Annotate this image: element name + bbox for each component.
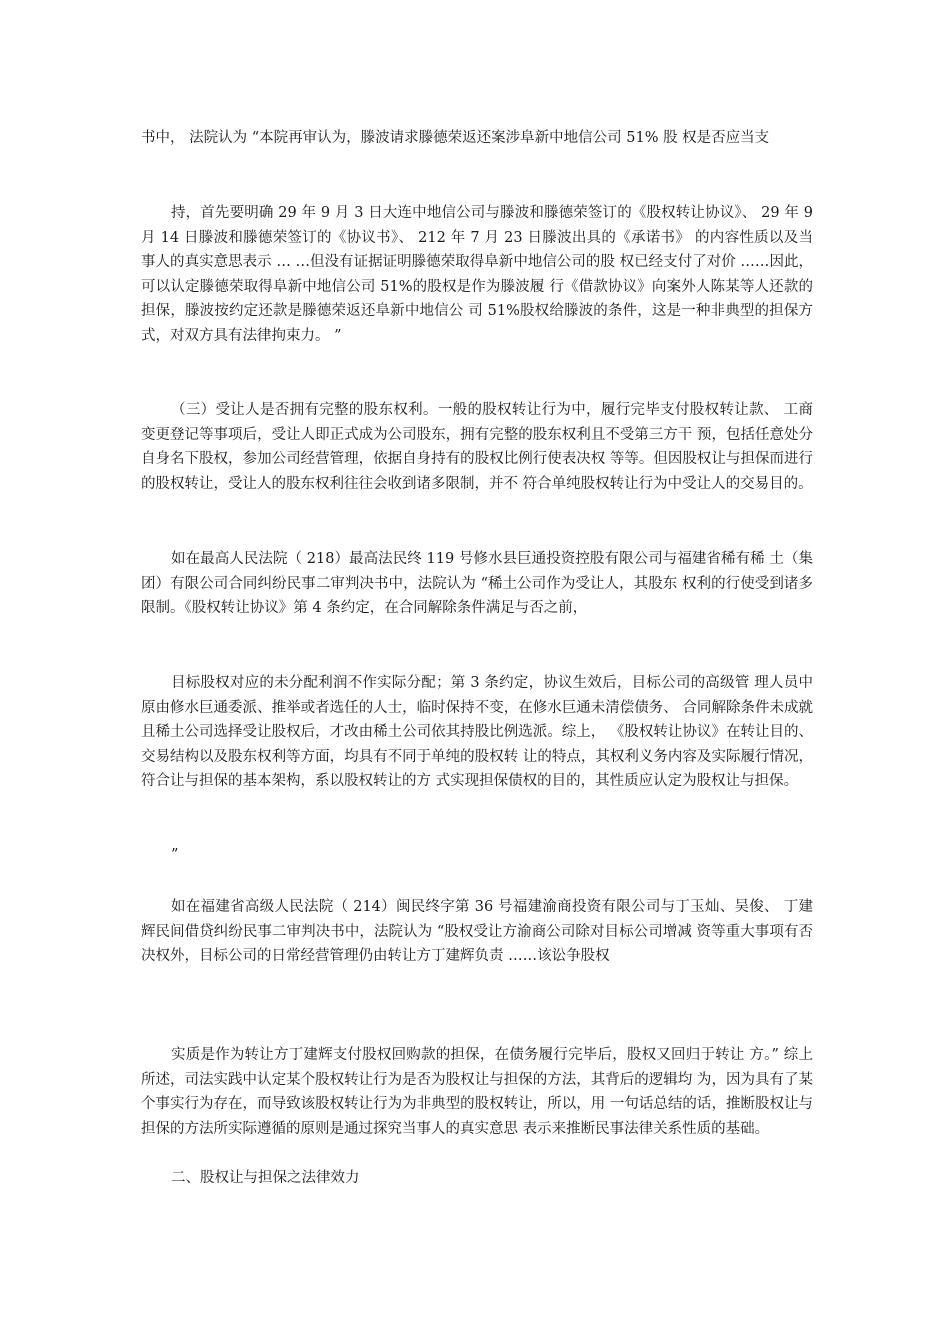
paragraph-5: 目标股权对应的未分配利润不作实际分配；第 3 条约定，协议生效后，目标公司的高级管 理人员中原由修水巨通委派、推举或者选任的人士，临时保持不变，在修水巨通未清偿债务、 合同解除条件未成就且稀土公司选择受让股权后，才改由稀土公司依其持股比例选派。综上， 《股权转让协议》在转让目的、交易结构以及股东权利等方面，均具有不同于单纯的股权转 让的特点，其权利义务内容及实际履行情况，符合让与担保的基本架构，系以股权转让的方 式实现担保债权的目的，其性质应认定为股权让与担保。 <box>141 675 813 789</box>
paragraph-2: 持，首先要明确 29 年 9 月 3 日大连中地信公司与滕波和滕德荣签订的《股权转让协议》、 29 年 9 月 14 日滕波和滕德荣签订的《协议书》、 212 年 7 月 23 日滕波出具的《承诺书》 的内容性质以及当事人的真实意思表示 … …但没有证据证明滕德荣取得阜新中地信公司的股 权已经支付了对价 ……因此，可以认定滕德荣取得阜新中地信公司 51%的股权是作为滕波履 行《借款协议》向案外人陈某等人还款的担保，滕波按约定还款是滕德荣返还阜新中地信公 司 51%股权给滕波的条件，这是一种非典型的担保方式，对双方具有法律拘束力。 ” <box>141 205 813 344</box>
paragraph-6: ” <box>171 847 179 863</box>
paragraph-3: （三）受让人是否拥有完整的股东权利。一般的股权转让行为中，履行完毕支付股权转让款、 工商变更登记等事项后，受让人即正式成为公司股东，拥有完整的股东权利且不受第三方干 预，包括任意处分自身名下股权，参加公司经营管理，依据自身持有的股权比例行使表决权 等等。但因股权让与担保而进行的股权转让，受让人的股东权利往往会收到诸多限制，并不 符合单纯股权转让行为中受让人的交易目的。 <box>141 402 813 492</box>
paragraph-8: 实质是作为转让方丁建辉支付股权回购款的担保，在债务履行完毕后，股权又回归于转让 方。” 综上所述，司法实践中认定某个股权转让行为是否为股权让与担保的方法，其背后的逻辑均 为，因为具有了某个事实行为存在，而导致该股权转让行为为非典型的股权转让，所以，用 一句话总结的话，推断股权让与担保的方法所实际遵循的原则是通过探究当事人的真实意思 表示来推断民事法律关系性质的基础。 <box>141 1047 813 1137</box>
paragraph-1: 书中， 法院认为 “本院再审认为，滕波请求滕德荣返还案涉阜新中地信公司 51% 股 权是否应当支 <box>141 130 770 146</box>
paragraph-7: 如在福建省高级人民法院（ 214）闽民终字第 36 号福建渝商投资有限公司与丁玉灿、吴俊、 丁建辉民间借贷纠纷民事二审判决书中，法院认为 “股权受让方渝商公司除对目标公司增减 资等重大事项有否决权外，目标公司的日常经营管理仍由转让方丁建辉负责 ……该讼争股权 <box>141 899 813 964</box>
section-heading: 二、股权让与担保之法律效力 <box>171 1170 360 1186</box>
paragraph-4: 如在最高人民法院（ 218）最高法民终 119 号修水县巨通投资控股有限公司与福建省稀有稀 土（集团）有限公司合同纠纷民事二审判决书中，法院认为 “稀土公司作为受让人，其股东 权利的行使受到诸多限制。《股权转让协议》第 4 条约定，在合同解除条件满足与否之前， <box>141 551 813 616</box>
